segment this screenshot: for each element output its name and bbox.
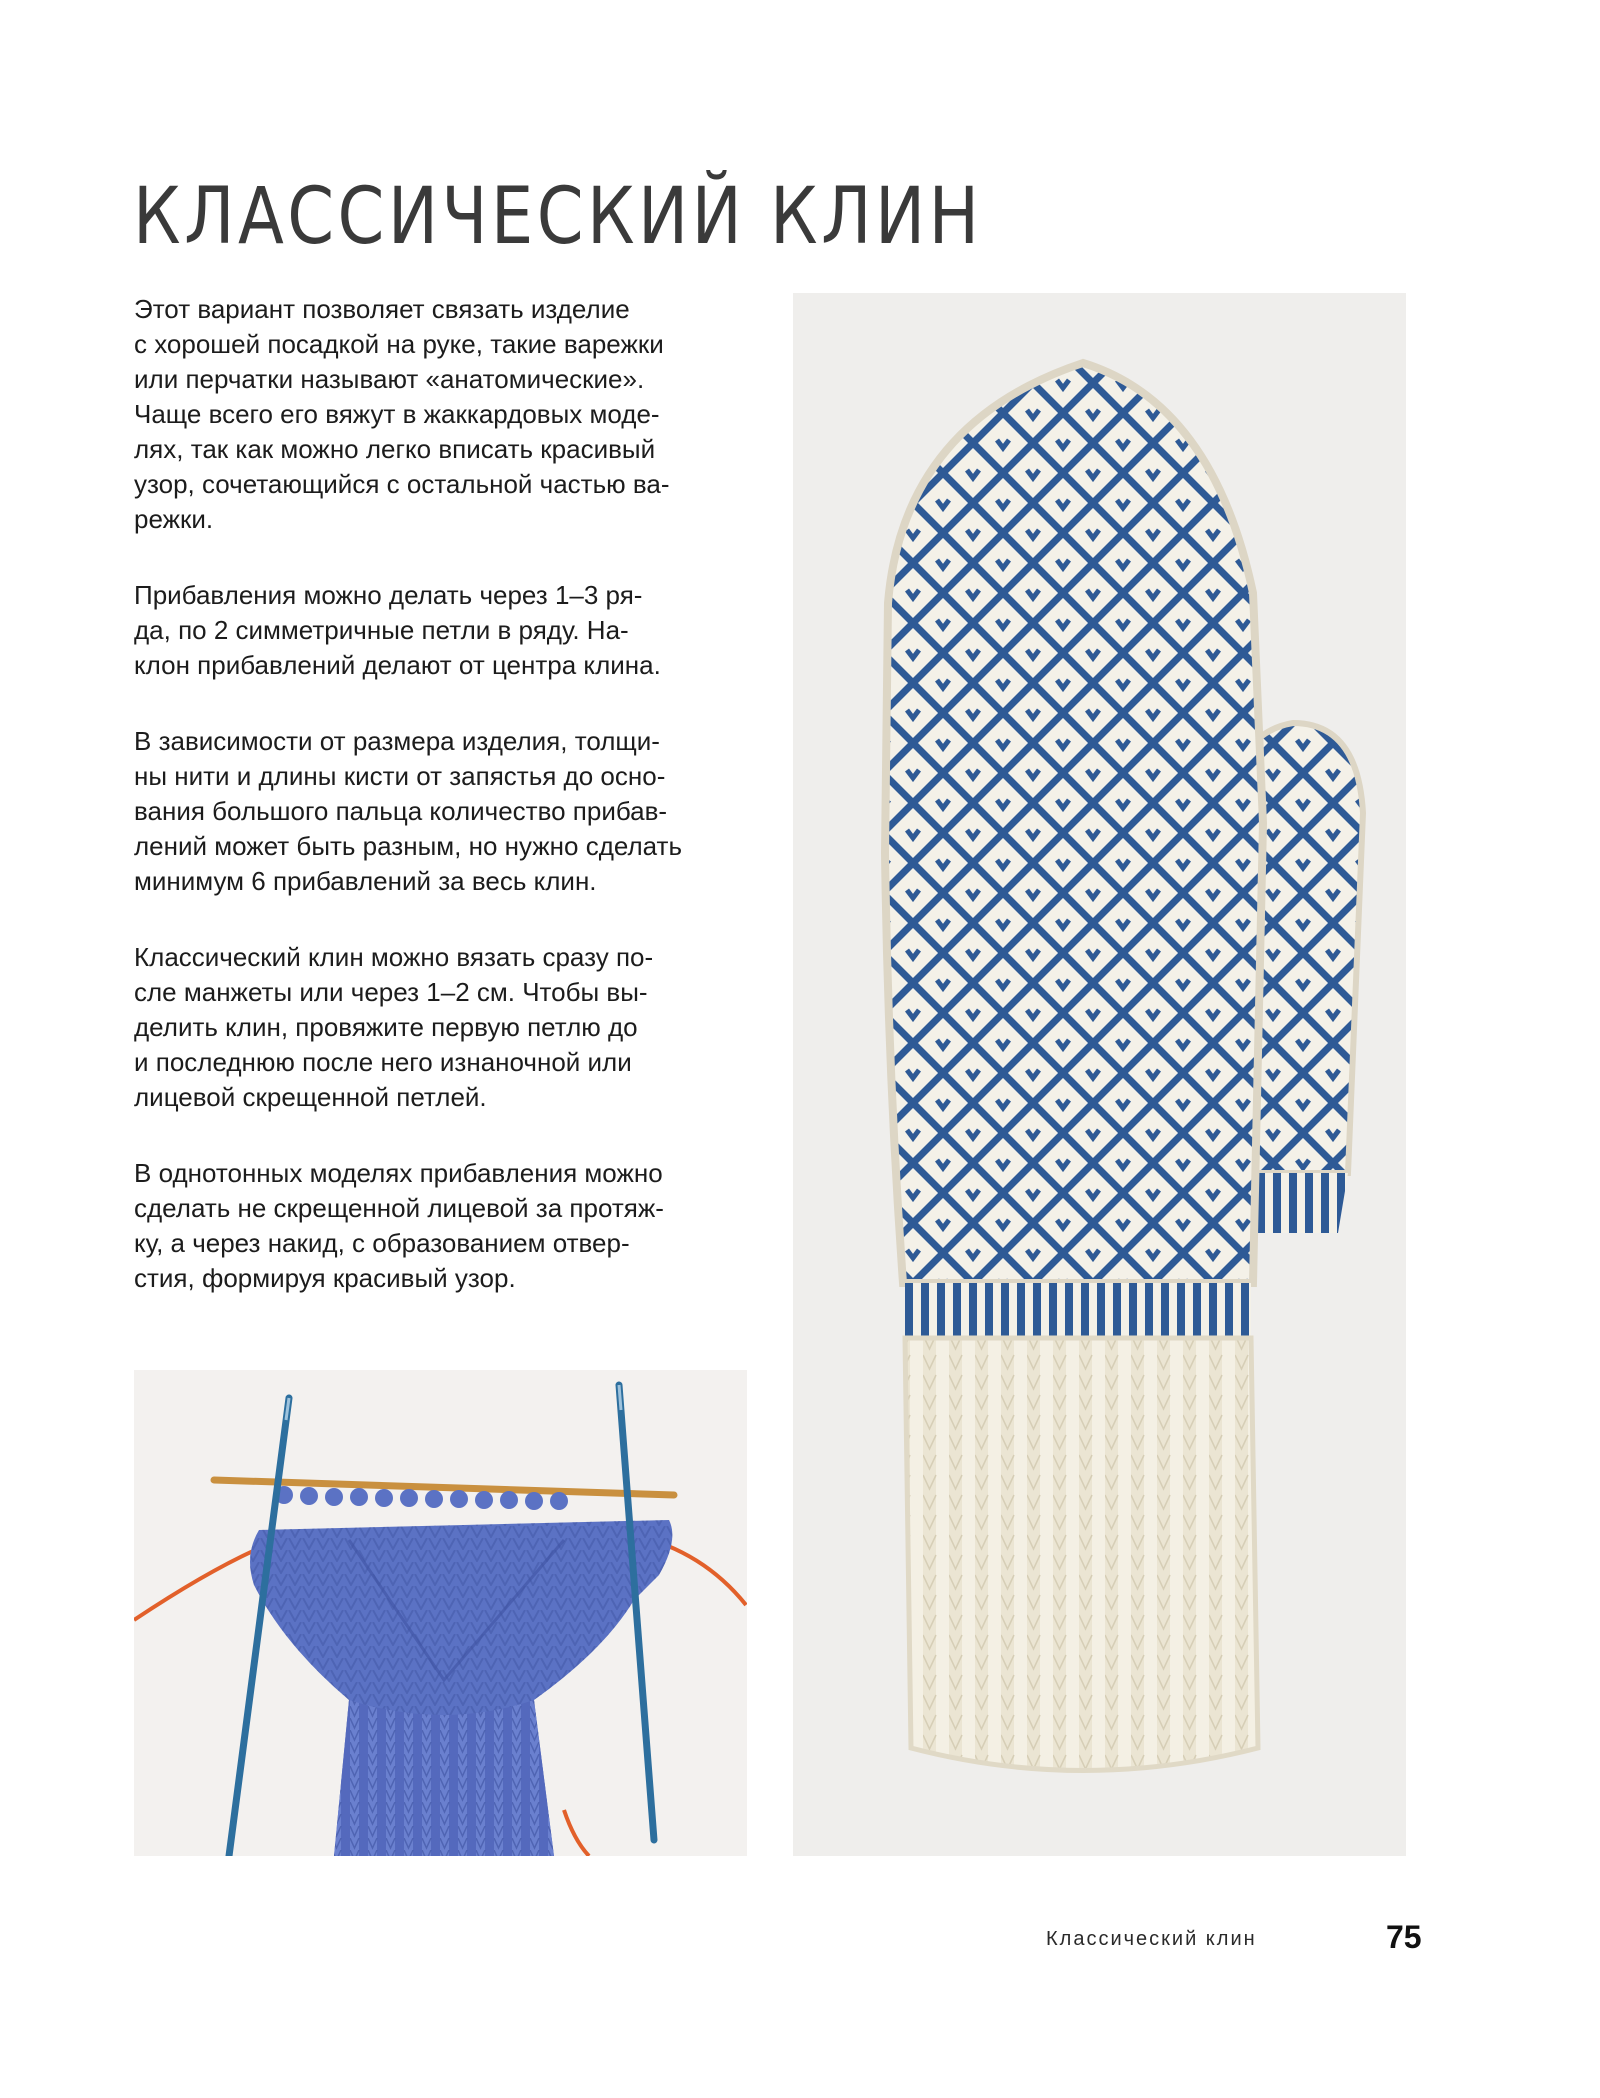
page-title: КЛАССИЧЕСКИЙ КЛИН <box>133 172 983 262</box>
paragraph-5 <box>134 1156 754 1296</box>
jacquard-mitten-photo <box>793 293 1406 1856</box>
text-line: делить клин, провяжите первую петлю до <box>134 1012 638 1042</box>
paragraph-2 <box>134 578 754 683</box>
text-line: В однотонных моделях прибавления можно <box>134 1158 663 1188</box>
text-line: В зависимости от размера изделия, толщи- <box>134 726 660 756</box>
text-line: лицевой скрещенной петлей. <box>134 1082 487 1112</box>
text-line: Этот вариант позволяет связать изделие <box>134 294 630 324</box>
text-line: режки. <box>134 504 214 534</box>
text-line: минимум 6 прибавлений за весь клин. <box>134 866 597 896</box>
text-line: Чаще всего его вяжут в жаккардовых моде- <box>134 399 660 429</box>
body-text <box>134 292 754 1337</box>
text-line: вания большого пальца количество прибав- <box>134 796 668 826</box>
knitting-on-needles-photo <box>134 1370 747 1856</box>
text-line: сле манжеты или через 1–2 см. Чтобы вы- <box>134 977 648 1007</box>
paragraph-1 <box>134 292 754 537</box>
text-line: лений может быть разным, но нужно сделать <box>134 831 683 861</box>
text-line: узор, сочетающийся с остальной частью ва- <box>134 469 670 499</box>
page-number: 75 <box>1386 1919 1422 1955</box>
text-line: стия, формируя красивый узор. <box>134 1263 516 1293</box>
text-line: клон прибавлений делают от центра клина. <box>134 650 661 680</box>
text-line: Классический клин можно вязать сразу по- <box>134 942 654 972</box>
text-line: ку, а через накид, с образованием отвер- <box>134 1228 630 1258</box>
text-line: или перчатки называют «анатомические». <box>134 364 645 394</box>
text-line: ны нити и длины кисти от запястья до осно- <box>134 761 666 791</box>
text-line: сделать не скрещенной лицевой за протяж- <box>134 1193 664 1223</box>
paragraph-3 <box>134 724 754 899</box>
text-line: и последнюю после него изнаночной или <box>134 1047 632 1077</box>
running-head: Классический клин <box>1046 1928 1257 1950</box>
text-line: да, по 2 симметричные петли в ряду. На- <box>134 615 629 645</box>
text-line: лях, так как можно легко вписать красивый <box>134 434 656 464</box>
text-line: с хорошей посадкой на руке, такие варежки <box>134 329 664 359</box>
text-line: Прибавления можно делать через 1–3 ря- <box>134 580 643 610</box>
paragraph-4 <box>134 940 754 1115</box>
